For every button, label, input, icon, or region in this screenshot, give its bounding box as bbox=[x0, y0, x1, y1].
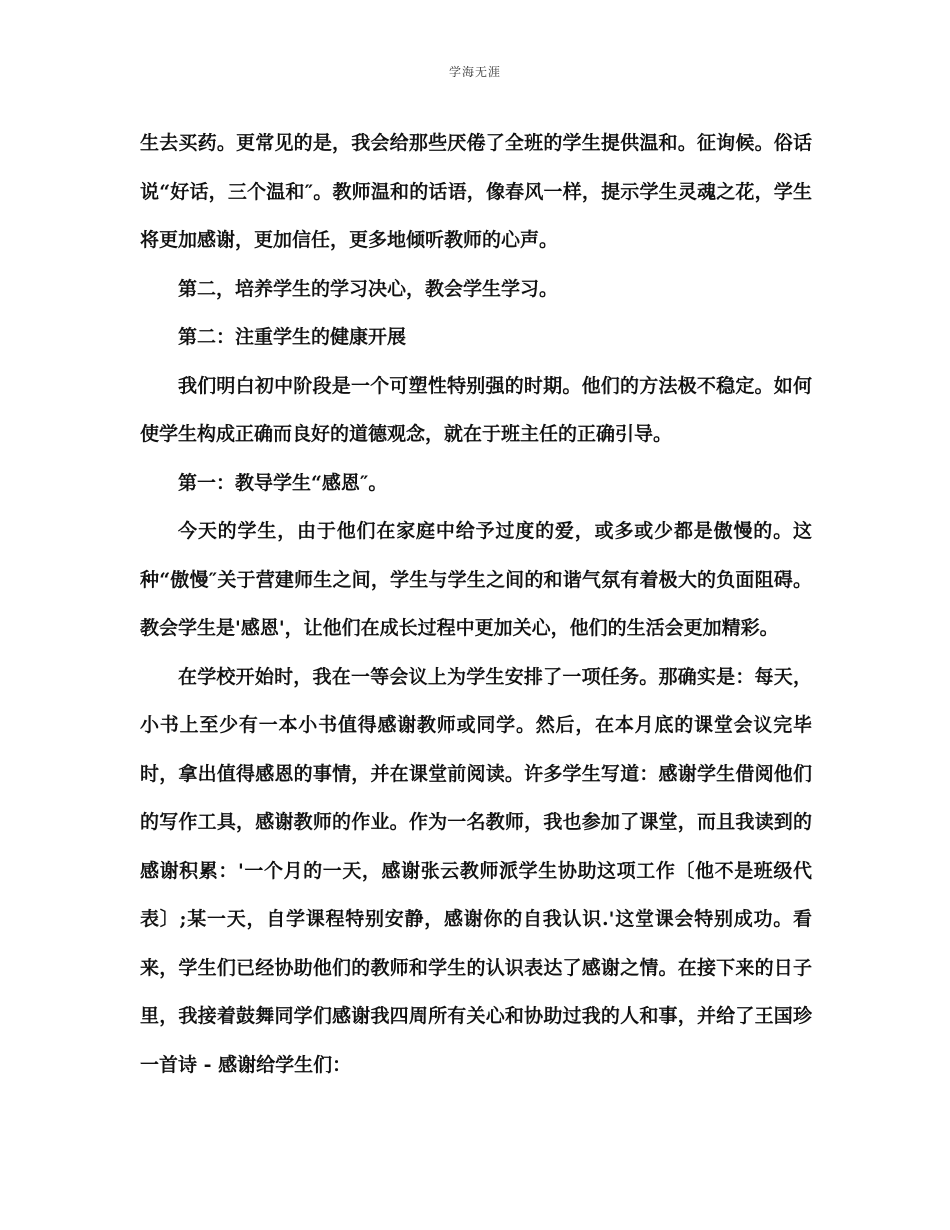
paragraph-6: 今天的学生，由于他们在家庭中给予过度的爱，或多或少都是傲慢的。这种“傲慢″关于营建师生之间，学生与学生之间的和谐气氛有着极大的负面阻碍。教会学生是'感恩'，让他们在成长过程中更加关心，他们的生活会更加精彩。 bbox=[140, 520, 812, 639]
paragraph-2: 第二，培养学生的学习决心，教会学生学习。 bbox=[178, 277, 559, 300]
paragraph-4: 我们明白初中阶段是一个可塑性特别强的时期。他们的方法极不稳定。如何使学生构成正确而良好的道德观念，就在于班主任的正确引导。 bbox=[140, 374, 812, 445]
page-header: 学海无涯 bbox=[448, 65, 501, 79]
paragraph-1: 生去买药。更常见的是，我会给那些厌倦了全班的学生提供温和。征询候。俗话说“好话，三个温和″。教师温和的话语，像春风一样，提示学生灵魂之花，学生将更加感谢，更加信任，更多地倾听教师的心声。 bbox=[140, 132, 812, 251]
paragraph-7: 在学校开始时，我在一等会议上为学生安排了一项任务。那确实是：每天，小书上至少有一本小书值得感谢教师或同学。然后，在本月底的课堂会议完毕时，拿出值得感恩的事情，并在课堂前阅读。许多学生写道：感谢学生借阅他们的写作工具，感谢教师的作业。作为一名教师，我也参加了课堂，而且我读到的感谢积累：'一个月的一天，感谢张云教师派学生协助这项工作〔他不是班级代表〕;某一天，自学课程特别安静，感谢你的自我认识.'这堂课会特别成功。看来，学生们已经协助他们的教师和学生的认识表达了感谢之情。在接下来的日子里，我接着鼓舞同学们感谢我四周所有关心和协助过我的人和事，并给了王国珍一首诗 - 感谢给学生们： bbox=[140, 665, 812, 1076]
paragraph-5: 第一：教导学生“感恩″。 bbox=[178, 471, 388, 494]
paragraph-3: 第二：注重学生的健康开展 bbox=[178, 326, 407, 348]
document-body bbox=[140, 119, 812, 1089]
